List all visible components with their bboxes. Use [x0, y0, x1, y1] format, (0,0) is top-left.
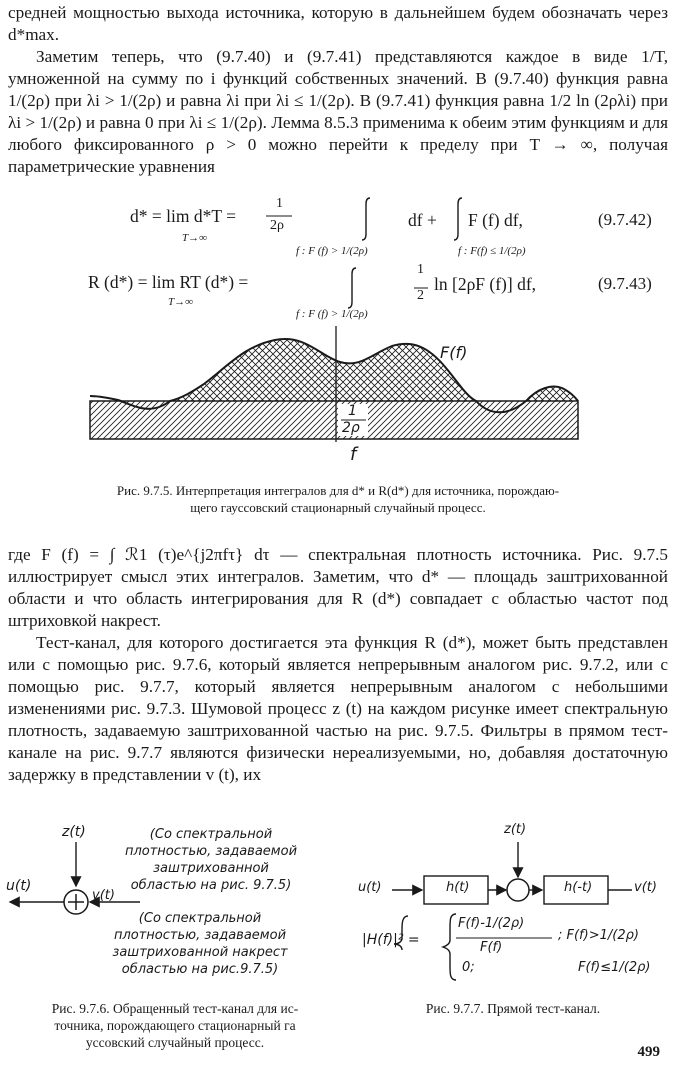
- eq42-int2: F (f) df,: [468, 210, 523, 230]
- z-input-label: z(t): [62, 824, 86, 840]
- figure-9-7-6-caption-line3: уссовский случайный процесс.: [85, 1035, 265, 1050]
- filter-h-inverse-label: h(-t): [564, 880, 593, 895]
- case1-fraction-bar: [456, 936, 556, 940]
- page-number: 499: [637, 1044, 660, 1060]
- figure-9-7-5-caption-line2: щего гауссовский стационарный случайный процесс.: [190, 500, 486, 515]
- eq42-lim-sub: T→∞: [182, 232, 207, 244]
- paragraph-test-channel: Тест-канал, для которого достигается эта функция R (d*), может быть представлен или с помощью рис. 9.7.6, который является непрерывным аналогом рис. 9.7.2, или с помощью рис. 9.7.7, который является непрерывным аналогом с небольшими изменениями рис. 9.7.3. Шумовой процесс z (t) на каждом рисунке имеет спектральную плотность, задаваемую заштрихованной частью на рис. 9.7.5. Фильтры в прямом тест-канале на рис. 9.7.7 являются физически нереализуемыми, но, добавляя достаточную задержку в представлении v (t), их: [8, 633, 668, 784]
- eq43-number: (9.7.43): [598, 274, 652, 293]
- hatched-region: [90, 401, 578, 439]
- eq42-lhs: d* = lim d*T =: [130, 206, 236, 226]
- eq42-frac-den: 2ρ: [270, 218, 284, 233]
- adder-circle: [507, 879, 529, 901]
- figure-9-7-6-caption-line1: Рис. 9.7.6. Обращенный тест-канал для ис-: [51, 1001, 299, 1016]
- filter-h-label: h(t): [446, 880, 470, 895]
- figure-9-7-7-caption: Рис. 9.7.7. Прямой тест-канал.: [425, 1001, 601, 1016]
- u-input-label: u(t): [358, 880, 382, 895]
- cases-brace: [442, 912, 458, 982]
- u-output-label: u(t): [6, 878, 32, 894]
- spectrum-plot: [0, 326, 676, 466]
- figure-9-7-6-caption-line2: точника, порождающего стационарный га: [54, 1018, 296, 1033]
- eq42-frac-num: 1: [276, 196, 283, 211]
- transfer-function-lhs: |H(f)|² =: [362, 932, 420, 948]
- frequency-axis-label: f: [350, 444, 357, 465]
- paragraph-intro: средней мощностью выхода источника, которую в дальнейшем будем обозначать через d*max.: [8, 3, 668, 44]
- figure-9-7-5-caption-line1: Рис. 9.7.5. Интерпретация интегралов для d* и R(d*) для источника, порождаю-: [116, 483, 560, 498]
- case2-condition: F(f)≤1/(2ρ): [578, 960, 651, 975]
- eq43-int-sub: f : F (f) > 1/(2ρ): [296, 308, 368, 320]
- eq43-body: ln [2ρF (f)] df,: [434, 274, 537, 294]
- level-label-den: 2ρ: [342, 420, 360, 436]
- eq42-int2-sub: f : F(f) ≤ 1/(2ρ): [458, 245, 526, 257]
- eq42-int1-sub: f : F (f) > 1/(2ρ): [296, 245, 368, 257]
- v-output-label: v(t): [634, 880, 657, 895]
- z-note: (Со спектральной плотностью, задаваемой заштрихованной областью на рис. 9.7.5): [124, 827, 298, 893]
- v-note: (Со спектральной плотностью, задаваемой заштрихованной накрест областью на рис.9.7.5): [112, 911, 288, 977]
- eq42-int1: df +: [408, 210, 437, 230]
- case1-denominator: F(f): [480, 940, 503, 955]
- cross-hatched-region: [170, 339, 476, 401]
- eq43-frac-num: 1: [417, 262, 424, 277]
- level-label-num: 1: [348, 403, 357, 419]
- case2-value: 0;: [462, 960, 475, 975]
- eq43-frac-den: 2: [417, 288, 424, 303]
- eq43-lhs: R (d*) = lim RT (d*) =: [88, 272, 249, 292]
- paragraph-eigenvalues: Заметим теперь, что (9.7.40) и (9.7.41) представляются каждое в виде 1/T, умноженной на сумму по i функций собственных значений. В (9.7.40) функция равна 1/(2ρ) при λi > 1/(2ρ) и равна λi при λi ≤ 1/(2ρ). В (9.7.41) функция равна 1/2 ln (2ρλi) при λi > 1/(2ρ) и равна 0 при λi ≤ 1/(2ρ). Лемма 8.5.3 применима к обеим этим функциям и для любого фиксированного ρ > 0 можно перейти к пределу при T → ∞, получая параметрические уравнения: [8, 47, 668, 176]
- paragraph-spectral-density: где F (f) = ∫ ℛ1 (τ)e^{j2πfτ} dτ — спектральная плотность источника. Рис. 9.7.5 иллюстрирует смысл этих интегралов. Заметим, что d* — площадь заштрихованной области и что область интегрирования для R (d*) совпадает с областью частот под штриховкой накрест.: [8, 545, 668, 630]
- eq43-lim-sub: T→∞: [168, 296, 193, 308]
- v-input-label: v(t): [92, 888, 115, 903]
- case1-condition: ; F(f)>1/(2ρ): [558, 928, 639, 943]
- curve-label: F(f): [440, 343, 468, 362]
- z-input-label: z(t): [504, 822, 527, 837]
- eq42-number: (9.7.42): [598, 210, 652, 229]
- case1-numerator: F(f)-1/(2ρ): [458, 916, 525, 931]
